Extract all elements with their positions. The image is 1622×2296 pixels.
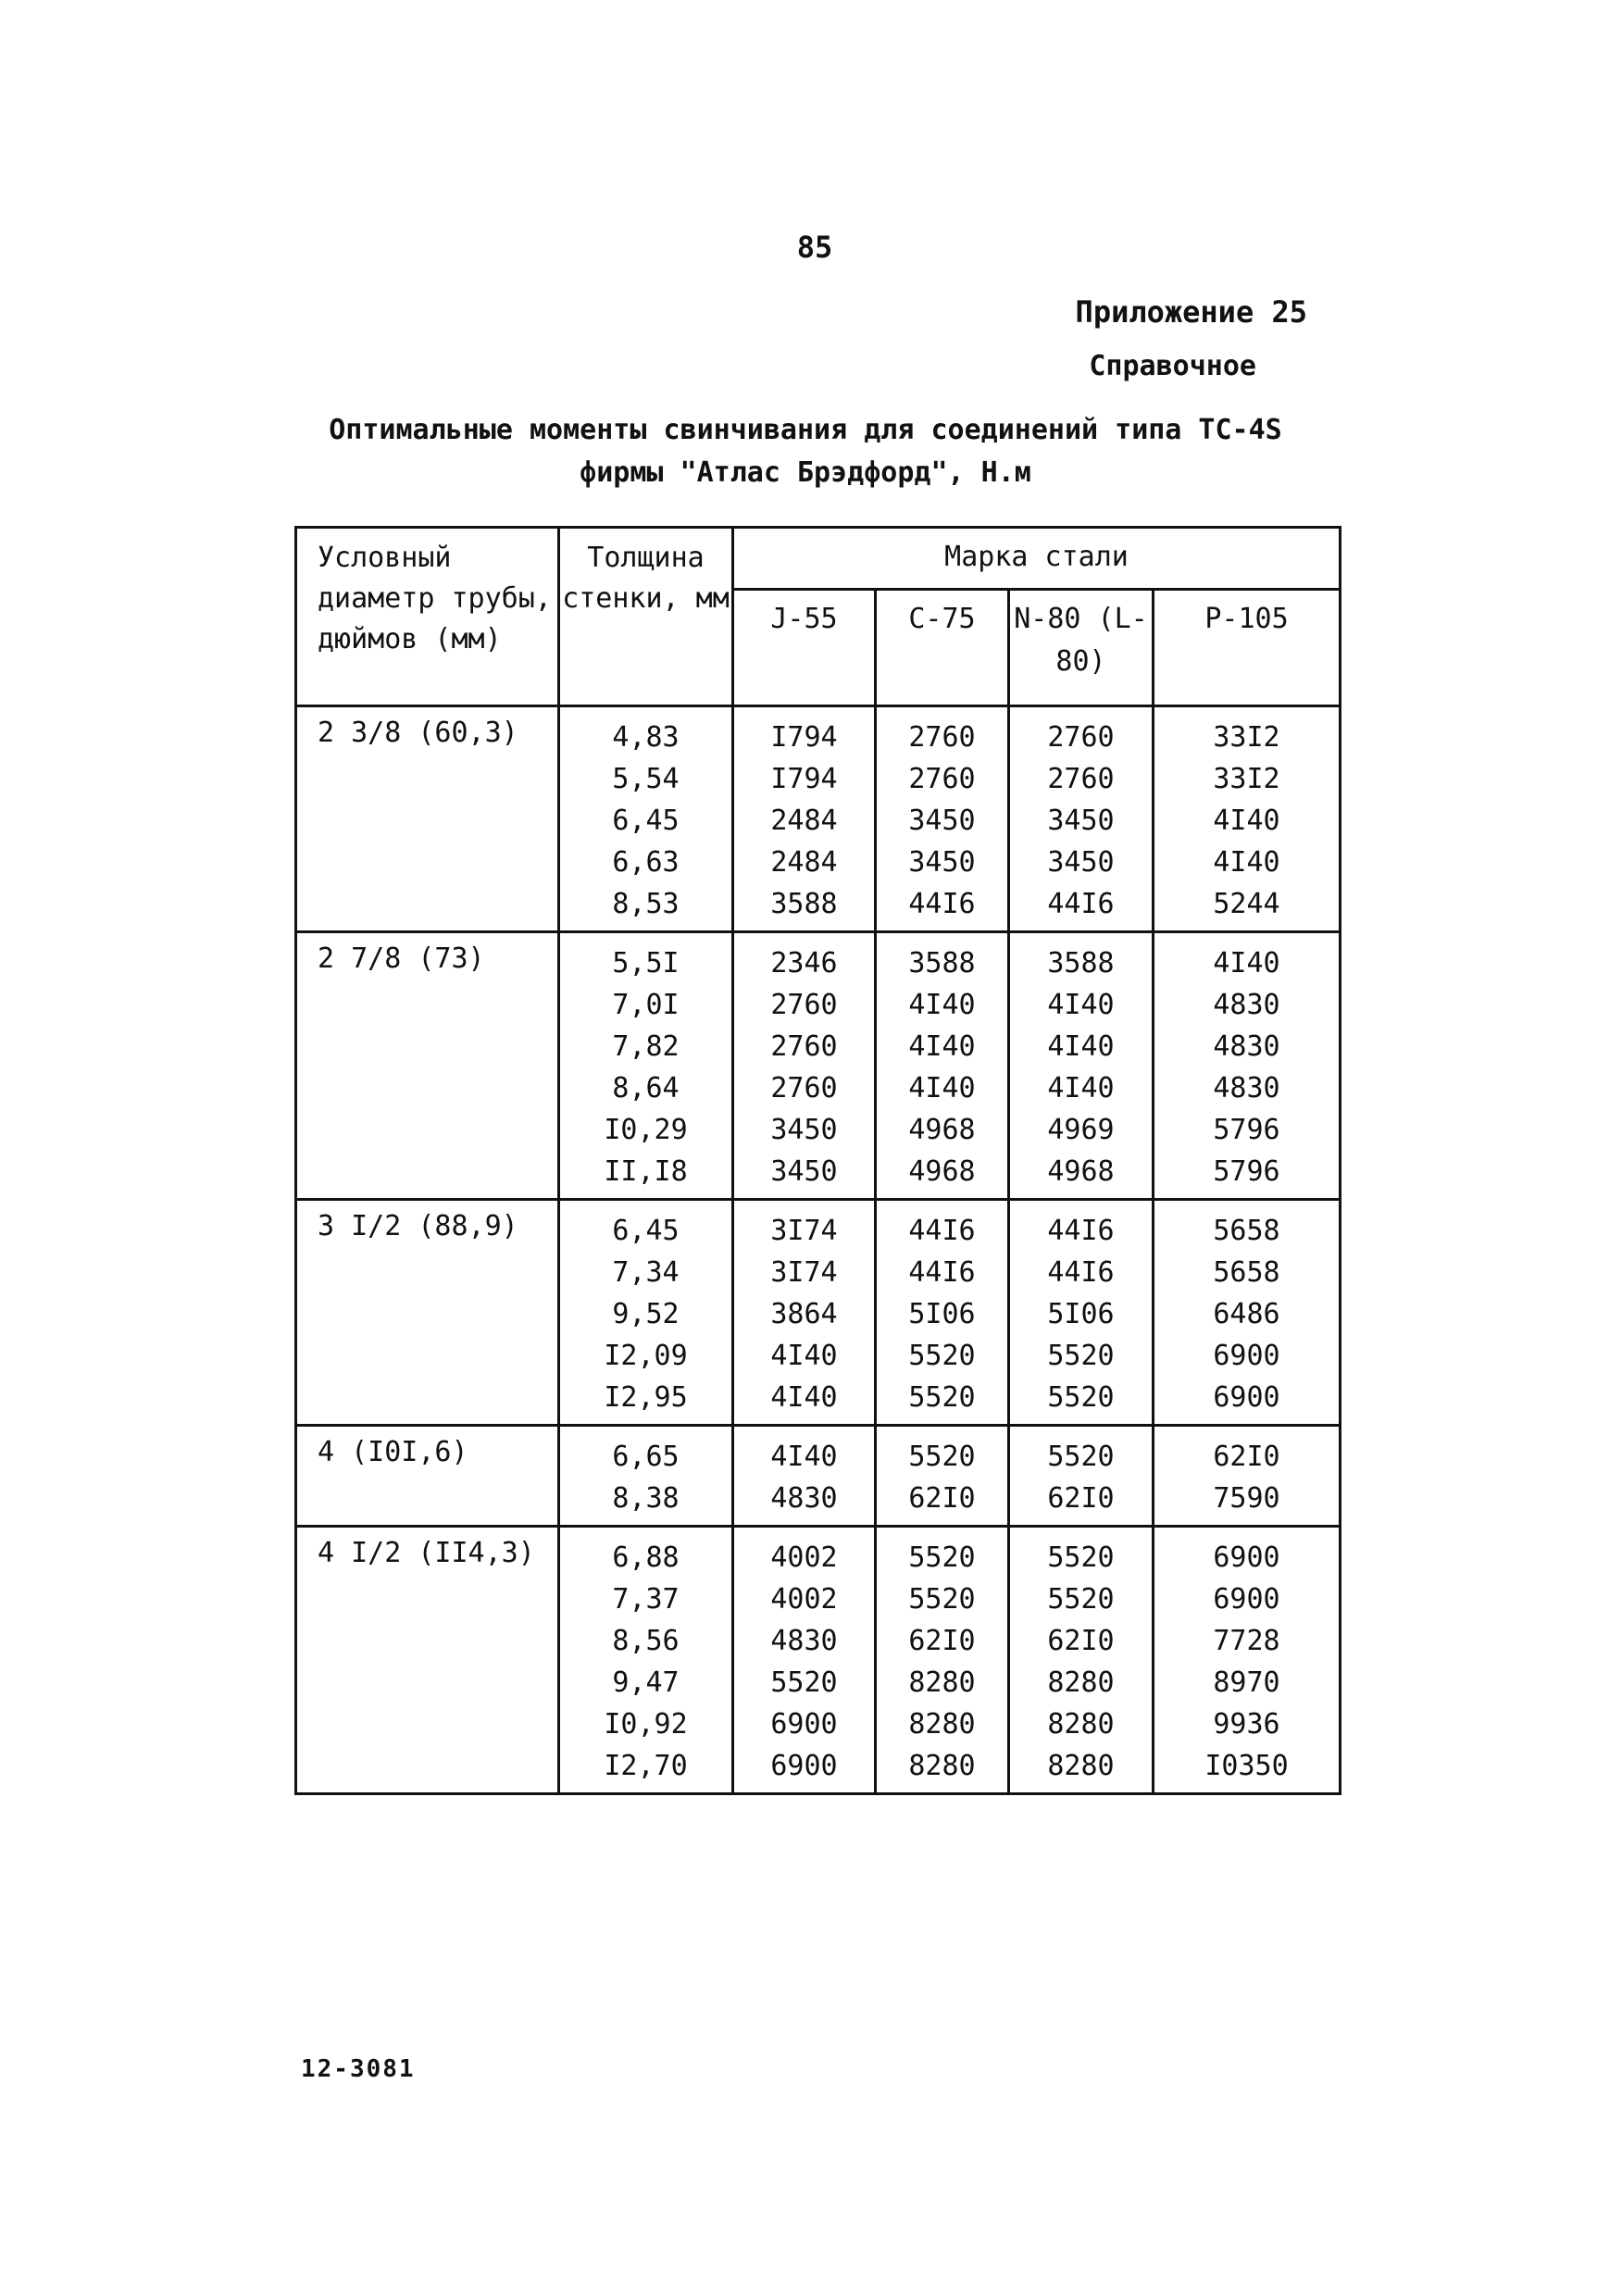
torque-value-cell: 2346	[733, 932, 876, 985]
torque-value-cell: 8280	[1009, 1745, 1154, 1794]
torque-value-cell: 5520	[1009, 1578, 1154, 1620]
torque-value-cell: 5520	[876, 1426, 1009, 1479]
torque-value-cell: 5520	[1009, 1335, 1154, 1377]
torque-value-cell: 62I0	[1009, 1620, 1154, 1662]
torque-value-cell: 5520	[876, 1527, 1009, 1579]
torque-value-cell: 8280	[1009, 1662, 1154, 1703]
wall-thickness-cell: 7,82	[559, 1026, 733, 1067]
torque-value-cell: 44I6	[876, 883, 1009, 932]
wall-thickness-cell: 6,63	[559, 842, 733, 883]
torque-value-cell: 3I74	[733, 1200, 876, 1253]
document-code: 12-3081	[301, 2055, 416, 2083]
torque-value-cell: 6486	[1154, 1293, 1341, 1335]
torque-value-cell: 6900	[733, 1703, 876, 1745]
wall-thickness-cell: 5,54	[559, 758, 733, 800]
torque-value-cell: 6900	[1154, 1335, 1341, 1377]
table-row	[296, 1200, 1341, 1253]
torque-value-cell: 44I6	[1009, 1200, 1154, 1253]
header-grade-n80: N-80 (L-80)	[1009, 590, 1154, 706]
appendix-label: Приложение 25	[1075, 294, 1307, 330]
torque-value-cell: 7728	[1154, 1620, 1341, 1662]
torque-value-cell: 2484	[733, 800, 876, 842]
torque-value-cell: 33I2	[1154, 706, 1341, 759]
torque-value-cell: 62I0	[1154, 1426, 1341, 1479]
torque-value-cell: 4968	[876, 1109, 1009, 1151]
wall-thickness-cell: 6,65	[559, 1426, 733, 1479]
pipe-size-cell: 2 7/8 (73)	[296, 932, 559, 1200]
torque-value-cell: 62I0	[1009, 1478, 1154, 1527]
torque-value-cell: 5520	[876, 1335, 1009, 1377]
header-diameter: Условный диаметр трубы, дюймов (мм)	[296, 528, 559, 706]
header-grade-j55: J-55	[733, 590, 876, 706]
torque-value-cell: 6900	[1154, 1377, 1341, 1426]
torque-value-cell: 3450	[876, 800, 1009, 842]
pipe-size-group	[296, 1527, 1341, 1794]
torque-value-cell: 3588	[876, 932, 1009, 985]
wall-thickness-cell: 7,0I	[559, 984, 733, 1026]
wall-thickness-cell: 9,52	[559, 1293, 733, 1335]
torque-value-cell: 3864	[733, 1293, 876, 1335]
torque-table	[294, 526, 1341, 1795]
torque-value-cell: 4830	[1154, 1026, 1341, 1067]
torque-value-cell: 44I6	[1009, 883, 1154, 932]
torque-value-cell: 4002	[733, 1578, 876, 1620]
torque-value-cell: 4I40	[1009, 1067, 1154, 1109]
wall-thickness-cell: 8,38	[559, 1478, 733, 1527]
torque-value-cell: 4I40	[876, 1067, 1009, 1109]
torque-value-cell: 62I0	[876, 1478, 1009, 1527]
wall-thickness-cell: I0,92	[559, 1703, 733, 1745]
torque-value-cell: 6900	[1154, 1578, 1341, 1620]
torque-value-cell: 4I40	[733, 1426, 876, 1479]
wall-thickness-cell: I2,70	[559, 1745, 733, 1794]
header-thickness: Толщина стенки, мм	[559, 528, 733, 706]
torque-value-cell: 4I40	[733, 1335, 876, 1377]
table-row	[296, 932, 1341, 985]
table-row	[296, 1527, 1341, 1579]
wall-thickness-cell: 8,56	[559, 1620, 733, 1662]
torque-value-cell: 3450	[1009, 800, 1154, 842]
torque-value-cell: 6900	[733, 1745, 876, 1794]
torque-value-cell: 3450	[876, 842, 1009, 883]
torque-value-cell: 3588	[1009, 932, 1154, 985]
wall-thickness-cell: 6,45	[559, 800, 733, 842]
torque-value-cell: 4002	[733, 1527, 876, 1579]
page-number: 85	[796, 230, 833, 265]
wall-thickness-cell: 7,34	[559, 1252, 733, 1293]
torque-value-cell: 2760	[876, 758, 1009, 800]
table-title-line-2: фирмы "Атлас Брэдфорд", Н.м	[580, 456, 1031, 489]
wall-thickness-cell: 8,64	[559, 1067, 733, 1109]
torque-value-cell: 4830	[1154, 984, 1341, 1026]
wall-thickness-cell: I2,09	[559, 1335, 733, 1377]
pipe-size-group	[296, 706, 1341, 932]
torque-value-cell: 4I40	[1154, 932, 1341, 985]
wall-thickness-cell: I2,95	[559, 1377, 733, 1426]
wall-thickness-cell: 8,53	[559, 883, 733, 932]
torque-value-cell: I794	[733, 706, 876, 759]
wall-thickness-cell: 7,37	[559, 1578, 733, 1620]
pipe-size-group	[296, 932, 1341, 1200]
torque-value-cell: 4830	[733, 1620, 876, 1662]
torque-value-cell: 8280	[876, 1662, 1009, 1703]
torque-value-cell: 5520	[733, 1662, 876, 1703]
wall-thickness-cell: 4,83	[559, 706, 733, 759]
torque-value-cell: 4968	[876, 1151, 1009, 1200]
torque-value-cell: 2760	[876, 706, 1009, 759]
torque-value-cell: 2760	[733, 1026, 876, 1067]
torque-value-cell: 4I40	[1154, 842, 1341, 883]
wall-thickness-cell: 5,5I	[559, 932, 733, 985]
torque-value-cell: 3450	[733, 1109, 876, 1151]
torque-value-cell: I0350	[1154, 1745, 1341, 1794]
torque-value-cell: 5520	[1009, 1527, 1154, 1579]
torque-value-cell: 3450	[1009, 842, 1154, 883]
torque-value-cell: 3I74	[733, 1252, 876, 1293]
torque-value-cell: 5796	[1154, 1151, 1341, 1200]
torque-value-cell: 4830	[1154, 1067, 1341, 1109]
torque-value-cell: 4830	[733, 1478, 876, 1527]
torque-value-cell: 2760	[733, 1067, 876, 1109]
pipe-size-group	[296, 1426, 1341, 1527]
torque-value-cell: 5796	[1154, 1109, 1341, 1151]
header-grade-p105: P-105	[1154, 590, 1341, 706]
torque-value-cell: 5658	[1154, 1252, 1341, 1293]
torque-value-cell: I794	[733, 758, 876, 800]
torque-value-cell: 5520	[876, 1578, 1009, 1620]
torque-value-cell: 5520	[876, 1377, 1009, 1426]
torque-value-cell: 6900	[1154, 1527, 1341, 1579]
torque-value-cell: 4I40	[876, 1026, 1009, 1067]
header-steel-grade: Марка стали	[733, 528, 1341, 590]
reference-label: Справочное	[1089, 350, 1256, 382]
torque-value-cell: 9936	[1154, 1703, 1341, 1745]
torque-value-cell: 7590	[1154, 1478, 1341, 1527]
torque-value-cell: 4I40	[876, 984, 1009, 1026]
torque-value-cell: 44I6	[1009, 1252, 1154, 1293]
table-title-line-1: Оптимальные моменты свинчивания для соединений типа ТС-4S	[329, 414, 1282, 446]
torque-value-cell: 5658	[1154, 1200, 1341, 1253]
torque-value-cell: 4969	[1009, 1109, 1154, 1151]
torque-value-cell: 3588	[733, 883, 876, 932]
pipe-size-cell: 3 I/2 (88,9)	[296, 1200, 559, 1426]
torque-value-cell: 5I06	[1009, 1293, 1154, 1335]
torque-value-cell: 2484	[733, 842, 876, 883]
pipe-size-cell: 2 3/8 (60,3)	[296, 706, 559, 932]
wall-thickness-cell: 9,47	[559, 1662, 733, 1703]
torque-value-cell: 4I40	[733, 1377, 876, 1426]
torque-value-cell: 33I2	[1154, 758, 1341, 800]
torque-value-cell: 5520	[1009, 1426, 1154, 1479]
torque-value-cell: 2760	[1009, 758, 1154, 800]
torque-value-cell: 62I0	[876, 1620, 1009, 1662]
torque-value-cell: 4I40	[1009, 984, 1154, 1026]
table-row	[296, 706, 1341, 759]
torque-value-cell: 8280	[876, 1703, 1009, 1745]
wall-thickness-cell: 6,45	[559, 1200, 733, 1253]
wall-thickness-cell: 6,88	[559, 1527, 733, 1579]
torque-value-cell: 44I6	[876, 1200, 1009, 1253]
torque-value-cell: 8280	[876, 1745, 1009, 1794]
torque-value-cell: 5520	[1009, 1377, 1154, 1426]
torque-value-cell: 44I6	[876, 1252, 1009, 1293]
torque-value-cell: 8970	[1154, 1662, 1341, 1703]
header-grade-c75: C-75	[876, 590, 1009, 706]
torque-value-cell: 4I40	[1154, 800, 1341, 842]
pipe-size-group	[296, 1200, 1341, 1426]
torque-value-cell: 4968	[1009, 1151, 1154, 1200]
wall-thickness-cell: I0,29	[559, 1109, 733, 1151]
pipe-size-cell: 4 (I0I,6)	[296, 1426, 559, 1527]
torque-value-cell: 2760	[733, 984, 876, 1026]
pipe-size-cell: 4 I/2 (II4,3)	[296, 1527, 559, 1794]
torque-value-cell: 5I06	[876, 1293, 1009, 1335]
torque-value-cell: 5244	[1154, 883, 1341, 932]
torque-value-cell: 2760	[1009, 706, 1154, 759]
wall-thickness-cell: II,I8	[559, 1151, 733, 1200]
table-row	[296, 1426, 1341, 1479]
torque-value-cell: 3450	[733, 1151, 876, 1200]
torque-value-cell: 8280	[1009, 1703, 1154, 1745]
torque-value-cell: 4I40	[1009, 1026, 1154, 1067]
